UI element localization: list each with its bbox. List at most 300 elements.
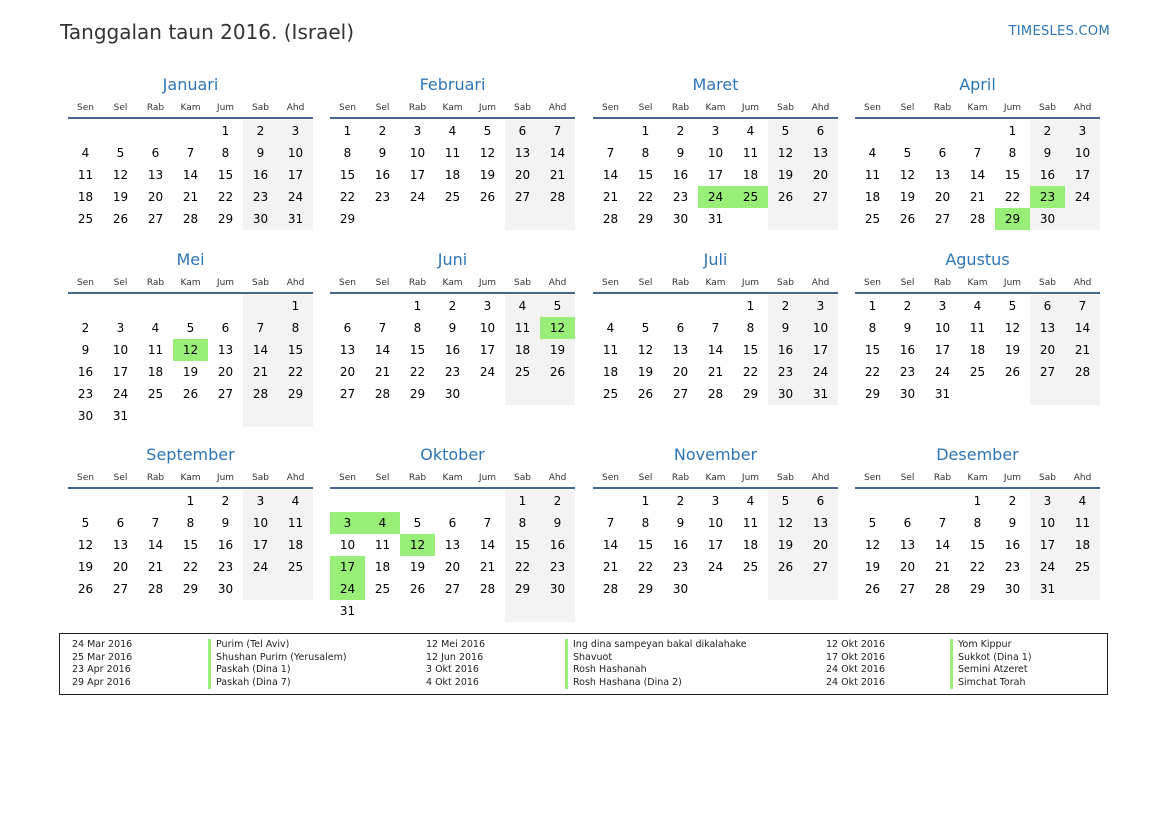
holiday-date: 12 Jun 2016 (426, 651, 484, 663)
holiday-names-col-2 (565, 639, 747, 689)
weekday-label: Rab (408, 278, 427, 288)
empty-cell (365, 295, 400, 317)
month-april (855, 72, 1100, 230)
weekday-header (855, 273, 1100, 293)
day-cell: 7 (540, 120, 575, 142)
day-cell: 1 (1008, 124, 1017, 138)
day-cell: 23 (899, 365, 916, 379)
holiday-date: 12 Mei 2016 (426, 639, 485, 650)
day-cell: 7 (711, 321, 720, 335)
day-cell: 15 (637, 538, 654, 552)
empty-cell (470, 600, 505, 622)
weekday-label: Ahd (811, 103, 830, 113)
empty-cell (505, 600, 540, 622)
weekday-label: Sen (864, 473, 881, 483)
day-cell: 21 (602, 190, 619, 204)
weekday-label: Jum (478, 103, 497, 113)
day-cell: 23 (217, 560, 234, 574)
weekday-label: Sab (252, 278, 269, 288)
day-cell: 2 (768, 295, 803, 317)
day-cell: 26 (540, 361, 575, 383)
day-cell: 28 (602, 212, 619, 226)
day-grid (330, 295, 575, 405)
month-mei (68, 247, 313, 427)
holiday-day-cell: 23 (1030, 186, 1065, 208)
day-cell: 24 (803, 361, 838, 383)
month-desember (855, 442, 1100, 600)
day-cell: 30 (217, 582, 234, 596)
day-cell: 20 (803, 164, 838, 186)
day-cell: 12 (112, 168, 129, 182)
empty-cell (925, 120, 960, 142)
day-cell: 10 (112, 343, 129, 357)
holiday-date: 29 Apr 2016 (72, 676, 131, 688)
day-cell: 4 (278, 490, 313, 512)
day-cell: 20 (339, 365, 356, 379)
day-cell: 4 (973, 299, 982, 313)
day-cell: 6 (505, 120, 540, 142)
weekday-header (330, 98, 575, 118)
day-cell: 26 (899, 212, 916, 226)
holiday-day-cell: 3 (330, 512, 365, 534)
brand-link[interactable]: TIMESLES.COM (1008, 24, 1110, 39)
day-cell: 23 (1004, 560, 1021, 574)
day-cell: 24 (409, 190, 426, 204)
weekday-label: Sab (777, 103, 794, 113)
day-cell: 28 (374, 387, 391, 401)
weekday-label: Sab (1039, 278, 1056, 288)
day-cell: 1 (641, 124, 650, 138)
day-cell: 13 (1030, 317, 1065, 339)
day-cell: 21 (969, 190, 986, 204)
day-grid (68, 120, 313, 230)
day-grid (593, 490, 838, 600)
weekday-label: Sen (602, 103, 619, 113)
day-grid (330, 120, 575, 230)
day-cell: 28 (1065, 361, 1100, 383)
day-cell: 12 (768, 512, 803, 534)
holiday-date: 25 Mar 2016 (72, 651, 133, 663)
empty-cell (68, 295, 103, 317)
weekday-label: Sel (113, 473, 128, 483)
day-cell: 7 (243, 317, 278, 339)
day-cell: 17 (1065, 164, 1100, 186)
holiday-date: 17 Okt 2016 (826, 651, 886, 663)
day-cell: 18 (1065, 534, 1100, 556)
day-cell: 14 (243, 339, 278, 361)
weekday-header (593, 273, 838, 293)
weekday-label: Sab (514, 278, 531, 288)
day-cell: 10 (339, 538, 356, 552)
day-grid (593, 295, 838, 405)
month-title: September (146, 445, 235, 464)
day-cell: 18 (444, 168, 461, 182)
weekday-header (68, 273, 313, 293)
day-cell: 1 (278, 295, 313, 317)
day-cell: 27 (1030, 361, 1065, 383)
empty-cell (960, 120, 995, 142)
day-cell: 5 (768, 490, 803, 512)
holiday-date: 24 Okt 2016 (826, 664, 886, 675)
day-grid (855, 120, 1100, 230)
day-cell: 25 (602, 387, 619, 401)
day-cell: 20 (934, 190, 951, 204)
weekday-label: Kam (705, 473, 726, 483)
empty-cell (365, 600, 400, 622)
day-cell: 14 (540, 142, 575, 164)
empty-cell (960, 383, 995, 405)
day-cell: 15 (742, 343, 759, 357)
weekday-label: Sel (638, 473, 653, 483)
empty-cell (768, 578, 803, 600)
day-cell: 17 (934, 343, 951, 357)
day-cell: 1 (973, 494, 982, 508)
day-cell: 28 (182, 212, 199, 226)
weekday-label: Jum (1003, 103, 1022, 113)
day-cell: 17 (243, 534, 278, 556)
day-cell: 8 (868, 321, 877, 335)
empty-cell (470, 208, 505, 230)
day-cell: 29 (864, 387, 881, 401)
day-cell: 1 (186, 494, 195, 508)
holiday-name: Paskah (Dina 7) (208, 677, 347, 690)
day-cell: 27 (217, 387, 234, 401)
day-cell: 12 (899, 168, 916, 182)
day-grid (68, 490, 313, 600)
day-cell: 19 (77, 560, 94, 574)
day-cell: 30 (540, 578, 575, 600)
day-cell: 7 (378, 321, 387, 335)
weekday-label: Ahd (1073, 473, 1092, 483)
day-cell: 30 (672, 582, 689, 596)
day-cell: 1 (505, 490, 540, 512)
day-cell: 5 (868, 516, 877, 530)
day-cell: 26 (479, 190, 496, 204)
day-cell: 1 (221, 124, 230, 138)
day-cell: 10 (1065, 142, 1100, 164)
day-cell: 29 (278, 383, 313, 405)
day-cell: 18 (77, 190, 94, 204)
day-cell: 3 (1065, 120, 1100, 142)
day-cell: 6 (803, 120, 838, 142)
day-cell: 19 (899, 190, 916, 204)
day-cell: 16 (899, 343, 916, 357)
holiday-day-cell: 4 (365, 512, 400, 534)
day-cell: 1 (343, 124, 352, 138)
empty-cell (540, 208, 575, 230)
day-cell: 19 (409, 560, 426, 574)
day-cell: 14 (602, 168, 619, 182)
day-cell: 11 (505, 317, 540, 339)
empty-cell (365, 208, 400, 230)
holiday-day-cell: 17 (330, 556, 365, 578)
empty-cell (663, 295, 698, 317)
day-cell: 19 (112, 190, 129, 204)
day-cell: 17 (112, 365, 129, 379)
day-cell: 19 (637, 365, 654, 379)
holiday-names-col-3 (950, 639, 1032, 689)
day-cell: 7 (186, 146, 195, 160)
weekday-label: Rab (146, 103, 165, 113)
day-cell: 7 (606, 146, 615, 160)
day-cell: 22 (742, 365, 759, 379)
empty-cell (890, 490, 925, 512)
day-cell: 24 (707, 560, 724, 574)
empty-cell (698, 295, 733, 317)
day-cell: 11 (969, 321, 986, 335)
day-cell: 6 (343, 321, 352, 335)
day-cell: 27 (934, 212, 951, 226)
day-cell: 27 (803, 556, 838, 578)
weekday-label: Sen (77, 473, 94, 483)
empty-cell (803, 208, 838, 230)
day-cell: 30 (768, 383, 803, 405)
day-cell: 19 (768, 164, 803, 186)
day-cell: 15 (637, 168, 654, 182)
empty-cell (208, 405, 243, 427)
day-cell: 21 (479, 560, 496, 574)
day-cell: 5 (116, 146, 125, 160)
day-cell: 18 (147, 365, 164, 379)
day-cell: 16 (1004, 538, 1021, 552)
day-cell: 17 (1030, 534, 1065, 556)
empty-cell (138, 490, 173, 512)
day-cell: 11 (1065, 512, 1100, 534)
day-cell: 6 (116, 516, 125, 530)
day-cell: 15 (505, 534, 540, 556)
day-cell: 1 (868, 299, 877, 313)
day-cell: 4 (868, 146, 877, 160)
day-cell: 23 (768, 361, 803, 383)
day-cell: 20 (147, 190, 164, 204)
day-cell: 6 (676, 321, 685, 335)
month-title: Desember (936, 445, 1019, 464)
day-cell: 5 (413, 516, 422, 530)
weekday-label: Ahd (548, 103, 567, 113)
day-cell: 31 (278, 208, 313, 230)
holiday-date: 4 Okt 2016 (426, 676, 479, 688)
day-cell: 9 (243, 142, 278, 164)
weekday-label: Sab (252, 103, 269, 113)
weekday-label: Ahd (548, 278, 567, 288)
day-cell: 26 (112, 212, 129, 226)
day-cell: 8 (505, 512, 540, 534)
day-cell: 20 (444, 560, 461, 574)
day-cell: 30 (444, 387, 461, 401)
day-cell: 4 (151, 321, 160, 335)
day-cell: 28 (243, 383, 278, 405)
day-cell: 21 (602, 560, 619, 574)
day-cell: 15 (864, 343, 881, 357)
day-cell: 24 (1065, 186, 1100, 208)
day-cell: 27 (147, 212, 164, 226)
day-cell: 9 (676, 146, 685, 160)
holiday-legend (59, 633, 1108, 695)
day-cell: 8 (746, 321, 755, 335)
month-title: Agustus (945, 250, 1010, 269)
day-cell: 4 (1065, 490, 1100, 512)
weekday-label: Jum (741, 103, 760, 113)
day-cell: 11 (742, 516, 759, 530)
day-cell: 18 (742, 168, 759, 182)
day-cell: 11 (602, 343, 619, 357)
day-cell: 29 (217, 212, 234, 226)
day-cell: 23 (672, 560, 689, 574)
empty-cell (400, 490, 435, 512)
day-cell: 30 (899, 387, 916, 401)
weekday-label: Kam (442, 473, 463, 483)
day-cell: 16 (444, 343, 461, 357)
day-cell: 20 (672, 365, 689, 379)
day-cell: 7 (483, 516, 492, 530)
day-cell: 1 (746, 299, 755, 313)
day-cell: 2 (540, 490, 575, 512)
day-cell: 10 (934, 321, 951, 335)
day-cell: 13 (899, 538, 916, 552)
day-cell: 20 (217, 365, 234, 379)
day-cell: 24 (243, 556, 278, 578)
day-cell: 2 (676, 124, 685, 138)
day-cell: 2 (1030, 120, 1065, 142)
day-cell: 27 (444, 582, 461, 596)
day-cell: 27 (803, 186, 838, 208)
empty-cell (855, 120, 890, 142)
weekday-label: Rab (408, 103, 427, 113)
day-cell: 16 (672, 168, 689, 182)
day-cell: 28 (969, 212, 986, 226)
holiday-day-cell: 12 (400, 534, 435, 556)
day-cell: 7 (606, 516, 615, 530)
weekday-header (855, 98, 1100, 118)
day-cell: 31 (707, 212, 724, 226)
day-cell: 22 (637, 190, 654, 204)
empty-cell (365, 490, 400, 512)
day-cell: 19 (864, 560, 881, 574)
day-cell: 5 (768, 120, 803, 142)
day-cell: 18 (505, 339, 540, 361)
empty-cell (855, 490, 890, 512)
day-cell: 25 (505, 361, 540, 383)
day-cell: 7 (938, 516, 947, 530)
day-cell: 5 (903, 146, 912, 160)
day-cell: 14 (1065, 317, 1100, 339)
day-cell: 11 (77, 168, 94, 182)
weekday-label: Sel (113, 278, 128, 288)
day-cell: 8 (1008, 146, 1017, 160)
day-cell: 8 (343, 146, 352, 160)
month-oktober (330, 442, 575, 622)
day-cell: 31 (1030, 578, 1065, 600)
day-cell: 25 (742, 560, 759, 574)
month-title: Oktober (420, 445, 485, 464)
holiday-name: Paskah (Dina 1) (208, 664, 347, 677)
empty-cell (278, 405, 313, 427)
day-cell: 24 (278, 186, 313, 208)
empty-cell (330, 295, 365, 317)
empty-cell (68, 120, 103, 142)
month-title: Januari (162, 75, 219, 94)
day-cell: 22 (278, 361, 313, 383)
day-cell: 19 (479, 168, 496, 182)
weekday-label: Sel (113, 103, 128, 113)
weekday-label: Ahd (286, 473, 305, 483)
day-cell: 25 (969, 365, 986, 379)
weekday-label: Kam (180, 473, 201, 483)
day-cell: 13 (147, 168, 164, 182)
holiday-name: Sukkot (Dina 1) (950, 652, 1032, 665)
day-grid (593, 120, 838, 230)
month-september (68, 442, 313, 600)
day-cell: 16 (540, 534, 575, 556)
day-cell: 11 (444, 146, 461, 160)
weekday-label: Sen (77, 278, 94, 288)
day-cell: 14 (934, 538, 951, 552)
empty-cell (470, 383, 505, 405)
day-cell: 24 (1030, 556, 1065, 578)
day-cell: 11 (864, 168, 881, 182)
day-cell: 20 (803, 534, 838, 556)
empty-cell (208, 295, 243, 317)
day-cell: 10 (278, 142, 313, 164)
day-cell: 22 (409, 365, 426, 379)
day-cell: 3 (243, 490, 278, 512)
day-cell: 4 (81, 146, 90, 160)
day-cell: 17 (707, 168, 724, 182)
day-cell: 5 (186, 321, 195, 335)
weekday-label: Sen (602, 278, 619, 288)
weekday-label: Rab (408, 473, 427, 483)
day-cell: 6 (938, 146, 947, 160)
month-title: Mei (176, 250, 205, 269)
day-cell: 25 (374, 582, 391, 596)
day-cell: 18 (864, 190, 881, 204)
day-cell: 10 (1030, 512, 1065, 534)
holiday-day-cell: 12 (173, 339, 208, 361)
day-cell: 3 (938, 299, 947, 313)
weekday-label: Sen (77, 103, 94, 113)
day-cell: 8 (413, 321, 422, 335)
empty-cell (733, 208, 768, 230)
day-cell: 6 (1030, 295, 1065, 317)
day-cell: 13 (934, 168, 951, 182)
weekday-label: Sen (864, 278, 881, 288)
day-cell: 2 (903, 299, 912, 313)
weekday-header (330, 273, 575, 293)
day-cell: 17 (278, 164, 313, 186)
day-cell: 25 (444, 190, 461, 204)
day-cell: 12 (768, 142, 803, 164)
weekday-label: Sel (638, 103, 653, 113)
day-cell: 31 (934, 387, 951, 401)
holiday-name: Ing dina sampeyan bakal dikalahake (565, 639, 747, 652)
day-cell: 24 (934, 365, 951, 379)
empty-cell (505, 383, 540, 405)
day-cell: 27 (899, 582, 916, 596)
weekday-label: Sen (864, 103, 881, 113)
empty-cell (733, 578, 768, 600)
day-cell: 9 (81, 343, 90, 357)
day-cell: 22 (637, 560, 654, 574)
day-cell: 16 (1030, 164, 1065, 186)
weekday-label: Sab (1039, 103, 1056, 113)
weekday-label: Rab (933, 278, 952, 288)
weekday-label: Sab (1039, 473, 1056, 483)
weekday-label: Sen (602, 473, 619, 483)
day-cell: 28 (147, 582, 164, 596)
day-cell: 11 (742, 146, 759, 160)
weekday-label: Ahd (286, 278, 305, 288)
holiday-name: Rosh Hashanah (565, 664, 747, 677)
